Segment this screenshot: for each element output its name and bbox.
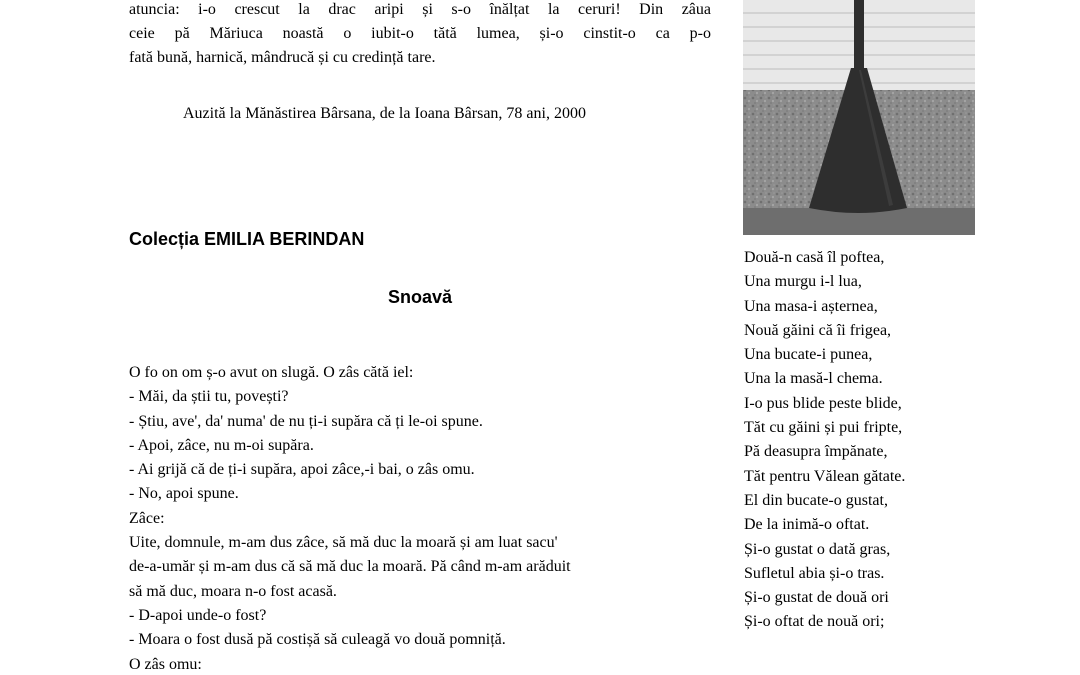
poem-line: Una murgu i-l lua,: [744, 273, 862, 291]
poem-line: Pă deasupra împănate,: [744, 443, 888, 461]
story-text: [129, 361, 711, 675]
intro-line: fată bună, harnică, mândrucă și cu credință tare.: [129, 49, 436, 66]
intro-line: atuncia: i-o crescut la drac aripi și s-o înălțat la ceruri! Din zâua: [129, 1, 711, 18]
poem-line: Două-n casă îl poftea,: [744, 249, 885, 266]
wooden-cross-photo: [743, 0, 975, 235]
poem-line: Și-o gustat de două ori: [744, 589, 889, 607]
poem-line: Una bucate-i punea,: [744, 346, 873, 364]
story-line: să mă duc, moara n-o fost acasă.: [129, 582, 337, 600]
photo-svg: [743, 0, 975, 235]
story-line: Zâce:: [129, 509, 165, 527]
poem-line: Una masa-i așternea,: [744, 297, 878, 315]
story-line: - Ai grijă că de ți-i supăra, apoi zâce,-i bai, o zâs omu.: [129, 461, 475, 479]
poem-line: Sufletul abia și-o tras.: [744, 564, 885, 582]
poem-line: I-o pus blide peste blide,: [744, 394, 902, 412]
story-line: Uite, domnule, m-am dus zâce, să mă duc la moară și am luat sacu': [129, 534, 558, 552]
poem-line: De la inimă-o oftat.: [744, 516, 870, 534]
collection-heading: Colecția EMILIA BERINDAN: [129, 229, 365, 249]
poem-text: [744, 246, 905, 635]
story-line: - No, apoi spune.: [129, 485, 239, 503]
source-note: Auzită la Mănăstirea Bârsana, de la Ioana Bârsan, 78 ani, 2000: [183, 105, 586, 122]
story-line: O fo on om ș-o avut on slugă. O zâs cătă iel:: [129, 364, 414, 381]
poem-line: Nouă găini că îi frigea,: [744, 321, 892, 339]
poem-line: El din bucate-o gustat,: [744, 491, 888, 509]
intro-line: ceie pă Măriuca noastă o iubit-o tătă lumea, și-o cinstit-o ca p-o: [129, 25, 711, 42]
story-title: Snoavă: [388, 287, 453, 307]
cross-post: [854, 0, 864, 70]
poem-line: Și-o oftat de nouă ori;: [744, 613, 885, 631]
poem-line: Tăt pentru Vălean gătate.: [744, 467, 906, 485]
poem-line: Și-o gustat o dată gras,: [744, 540, 891, 558]
poem-line: Tăt cu găini și pui fripte,: [744, 419, 903, 437]
story-line: - Moara o fost dusă pă costișă să culeagă vo două pomniță.: [129, 631, 506, 649]
story-line: - Măi, da știi tu, povești?: [129, 388, 289, 406]
story-line: - Știu, ave', da' numa' de nu ți-i supăra că ți le-oi spune.: [129, 412, 483, 430]
story-line: - Apoi, zâce, nu m-oi supăra.: [129, 436, 314, 454]
story-line: de-a-umăr și m-am dus că să mă duc la moară. Pă când m-am arăduit: [129, 558, 571, 576]
story-line: O zâs omu:: [129, 655, 202, 673]
poem-line: Una la masă-l chema.: [744, 370, 883, 388]
intro-paragraph: [129, 0, 711, 70]
story-line: - D-apoi unde-o fost?: [129, 606, 267, 624]
